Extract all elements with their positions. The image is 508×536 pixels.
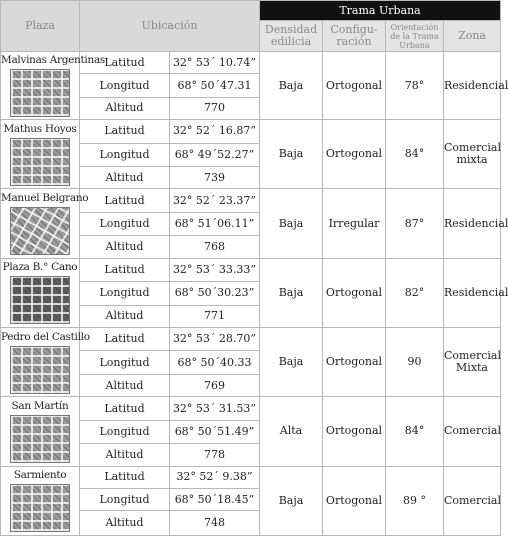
- alt-label: Altitud: [80, 236, 170, 258]
- lat-value: 32° 52´ 23.37”: [170, 189, 260, 212]
- densidad-cell: Baja: [260, 120, 323, 189]
- plaza-name: Pedro del Castillo: [1, 330, 90, 343]
- lat-value: 32° 53´ 31.53”: [170, 397, 260, 420]
- alt-label: Altitud: [80, 444, 170, 466]
- alt-value: 768: [170, 236, 260, 258]
- table-row: [1, 258, 501, 281]
- lat-label: Latitud: [80, 328, 170, 351]
- plaza-name: Malvinas Argentinas: [1, 54, 105, 67]
- zona-cell: Residencial: [444, 51, 501, 119]
- lat-value: 32° 52´ 9.38”: [170, 466, 260, 488]
- lon-label: Longitud: [80, 351, 170, 374]
- lon-label: Longitud: [80, 74, 170, 97]
- lon-label: Longitud: [80, 420, 170, 443]
- plaza-name: Plaza B.° Cano: [2, 261, 78, 274]
- plaza-cell: [1, 328, 90, 397]
- table-row: [1, 120, 501, 143]
- plaza-cell: [1, 466, 80, 535]
- alt-label: Altitud: [80, 305, 170, 327]
- lat-label: Latitud: [80, 397, 170, 420]
- orientacion-cell: 78°: [386, 51, 444, 119]
- lon-value: 68° 50´40.33: [170, 351, 260, 374]
- configuracion-cell: Ortogonal: [323, 258, 386, 327]
- zona-cell: Comercial: [444, 466, 501, 535]
- orientacion-header: Orientación de la Trama Urbana: [386, 21, 444, 52]
- alt-value: 748: [170, 511, 260, 536]
- aerial-photo-image: [10, 276, 70, 324]
- configuracion-cell: Ortogonal: [323, 397, 386, 466]
- alt-label: Altitud: [80, 511, 170, 536]
- zona-cell: Residencial: [444, 258, 501, 327]
- configuracion-cell: Ortogonal: [323, 466, 386, 535]
- orientacion-cell: 82°: [386, 258, 444, 327]
- plaza-cell: [1, 189, 89, 258]
- plaza-name: Mathus Hoyos: [3, 122, 77, 135]
- plaza-cell: [1, 397, 80, 466]
- lon-value: 68° 49´52.27”: [170, 143, 260, 166]
- orientacion-cell: 84°: [386, 120, 444, 189]
- aerial-photo-image: [10, 346, 70, 394]
- zona-cell: Comercial Mixta: [444, 328, 501, 397]
- configuracion-cell: Ortogonal: [323, 328, 386, 397]
- lon-value: 68° 51´06.11”: [170, 212, 260, 235]
- table-row: [1, 397, 501, 420]
- densidad-cell: Baja: [260, 51, 323, 119]
- plaza-cell: [1, 258, 80, 327]
- configuracion-cell: Ortogonal: [323, 120, 386, 189]
- lon-value: 68° 50´51.49”: [170, 420, 260, 443]
- alt-value: 769: [170, 374, 260, 396]
- lat-value: 32° 53´ 10.74”: [170, 51, 260, 73]
- lat-label: Latitud: [80, 120, 170, 143]
- densidad-header: Densidad edilicia: [260, 21, 323, 52]
- plaza-cell: [1, 120, 80, 189]
- zona-cell: Comercial: [444, 397, 501, 466]
- alt-value: 771: [170, 305, 260, 327]
- lon-value: 68° 50´30.23”: [170, 282, 260, 305]
- aerial-photo-image: [10, 207, 70, 255]
- lat-value: 32° 53´ 33.33”: [170, 258, 260, 281]
- densidad-cell: Baja: [260, 258, 323, 327]
- lat-label: Latitud: [80, 189, 170, 212]
- lon-value: 68° 50´47.31: [170, 74, 260, 97]
- lat-value: 32° 53´ 28.70”: [170, 328, 260, 351]
- aerial-photo-image: [10, 484, 70, 532]
- lat-label: Latitud: [80, 466, 170, 488]
- alt-value: 770: [170, 97, 260, 119]
- lon-label: Longitud: [80, 143, 170, 166]
- table-row: [1, 466, 501, 488]
- densidad-cell: Alta: [260, 397, 323, 466]
- configuracion-cell: Irregular: [323, 189, 386, 258]
- configuracion-header: Configu-ración: [323, 21, 386, 52]
- plaza-name: Sarmiento: [13, 469, 67, 482]
- lat-label: Latitud: [80, 258, 170, 281]
- plaza-header: Plaza: [1, 1, 80, 52]
- densidad-cell: Baja: [260, 466, 323, 535]
- lon-label: Longitud: [80, 212, 170, 235]
- ubicacion-header: Ubicación: [80, 1, 260, 52]
- aerial-photo-image: [10, 69, 70, 117]
- zona-cell: Residencial: [444, 189, 501, 258]
- plaza-cell: [1, 51, 105, 119]
- aerial-photo-image: [10, 415, 70, 463]
- zona-header: Zona: [444, 21, 501, 52]
- orientacion-cell: 87°: [386, 189, 444, 258]
- table-row: [1, 189, 501, 212]
- table-row: [1, 51, 501, 73]
- zona-cell: Comercial mixta: [444, 120, 501, 189]
- alt-value: 739: [170, 167, 260, 189]
- alt-label: Altitud: [80, 167, 170, 189]
- aerial-photo-image: [10, 138, 70, 186]
- lon-label: Longitud: [80, 282, 170, 305]
- orientacion-cell: 90: [386, 328, 444, 397]
- orientacion-cell: 84°: [386, 397, 444, 466]
- configuracion-cell: Ortogonal: [323, 51, 386, 119]
- table-row: [1, 328, 501, 351]
- plaza-name: Manuel Belgrano: [1, 192, 89, 205]
- lon-label: Longitud: [80, 489, 170, 511]
- alt-value: 778: [170, 444, 260, 466]
- trama-urbana-header: Trama Urbana: [260, 1, 501, 21]
- lat-label: Latitud: [80, 51, 170, 73]
- alt-label: Altitud: [80, 97, 170, 119]
- densidad-cell: Baja: [260, 189, 323, 258]
- lon-value: 68° 50´18.45”: [170, 489, 260, 511]
- alt-label: Altitud: [80, 374, 170, 396]
- lat-value: 32° 52´ 16.87”: [170, 120, 260, 143]
- densidad-cell: Baja: [260, 328, 323, 397]
- plaza-name: San Martín: [11, 399, 69, 412]
- orientacion-cell: 89 °: [386, 466, 444, 535]
